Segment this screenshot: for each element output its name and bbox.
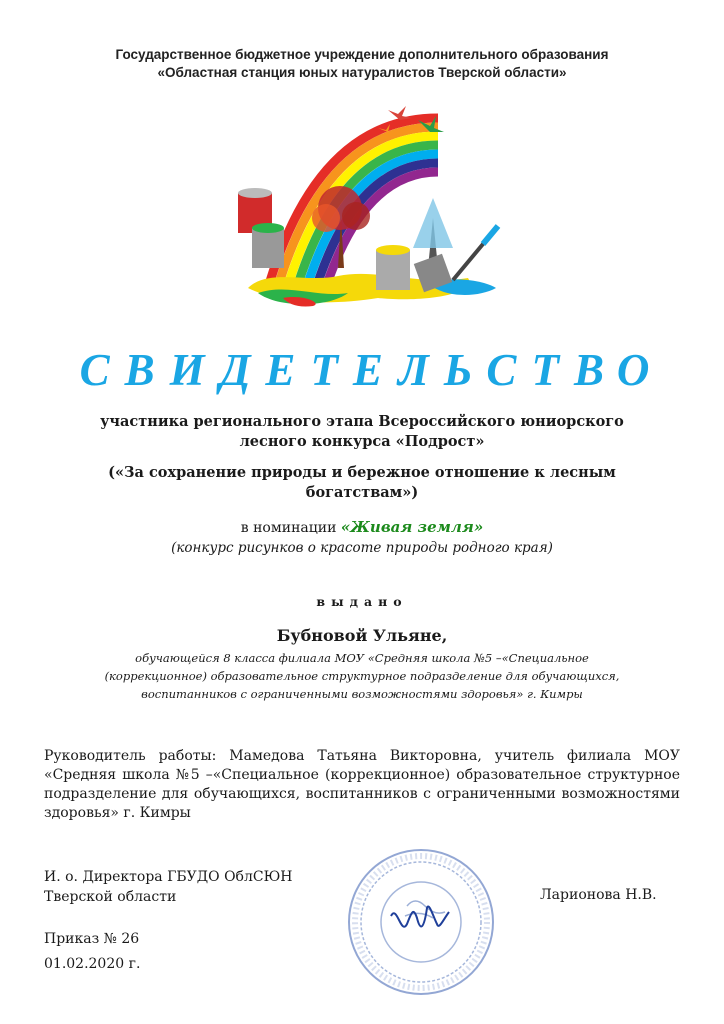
- director-line-2: Тверской области: [44, 889, 177, 905]
- organization-line-1: Государственное бюджетное учреждение дополнительного образования: [115, 47, 609, 62]
- rainbow-paint-illustration: [228, 98, 506, 308]
- subtitle-line-2: лесного конкурса «Подрост»: [239, 433, 485, 450]
- nomination-name: «Живая земля»: [340, 518, 484, 536]
- director-title: [44, 867, 293, 907]
- nomination: [0, 518, 724, 538]
- director-signature-name: Ларионова Н.В.: [540, 887, 657, 903]
- yellow-paint-can-icon: [376, 250, 410, 290]
- recipient-desc-line-3: воспитанников с ограниченными возможностями здоровья» г. Кимры: [141, 687, 583, 701]
- order-info: [44, 927, 140, 977]
- paint-brush-icon: [453, 238, 488, 280]
- organization-header: [0, 46, 724, 82]
- recipient-name: Бубновой Ульяне,: [276, 626, 448, 645]
- signature-icon: [391, 907, 449, 927]
- organization-line-2: «Областная станция юных натуралистов Тверской области»: [157, 65, 567, 80]
- recipient-desc-line-1: обучающейся 8 класса филиала МОУ «Средняя школа №5 –«Специальное: [135, 651, 589, 665]
- recipient-desc-line-2: (коррекционное) образовательное структурное подразделение для обучающихся,: [104, 669, 620, 683]
- issued-label: выдано: [316, 594, 408, 609]
- official-stamp: [345, 846, 497, 998]
- certificate-title: СВИДЕТЕЛЬСТВО: [79, 345, 665, 395]
- subtitle-line-4: богатствам»): [305, 484, 419, 501]
- order-number: Приказ № 26: [44, 931, 140, 947]
- recipient-description: [50, 649, 674, 703]
- nomination-prefix: в номинации: [240, 520, 337, 536]
- participant-subtitle: [0, 412, 724, 452]
- project-leader: Руководитель работы: Мамедова Татьяна Викторовна, учитель филиала МОУ «Средняя школа №5 –«Специальное (коррекционное) образовательное структурное подразделение для обучающихся, воспитанников с ограниченными возможностями здоровья» г. Кимры: [44, 748, 680, 821]
- subtitle-line-3: («За сохранение природы и бережное отношение к лесным: [108, 464, 616, 481]
- subtitle-line-1: участника регионального этапа Всероссийского юниорского: [100, 413, 624, 430]
- director-line-1: И. о. Директора ГБУДО ОблСЮН: [44, 869, 293, 885]
- contest-motto: [0, 463, 724, 503]
- order-date: 01.02.2020 г.: [44, 956, 141, 972]
- nomination-description: (конкурс рисунков о красоте природы родного края): [171, 540, 553, 556]
- green-paint-can-icon: [252, 228, 284, 268]
